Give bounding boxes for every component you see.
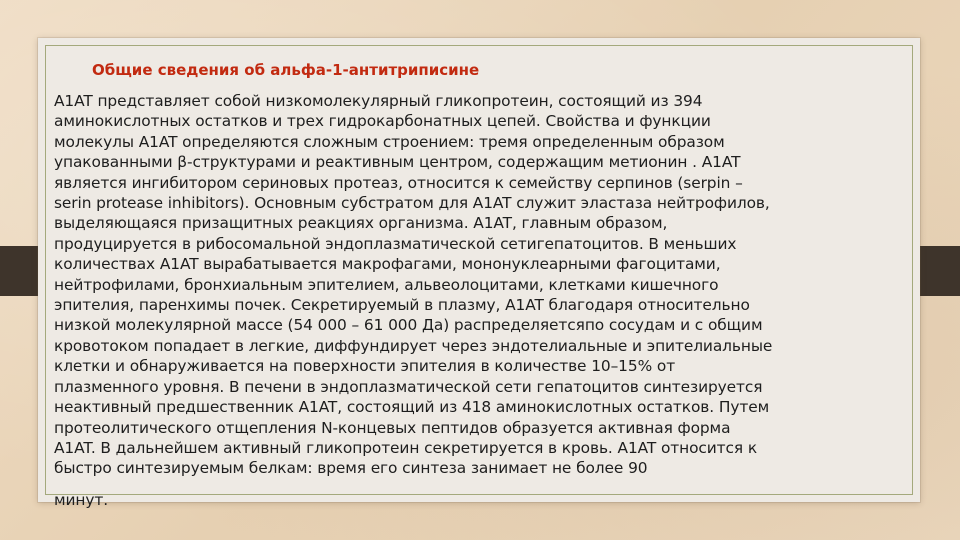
body-line: низкой молекулярной массе (54 000 – 61 000 Да) распределяетсяпо сосудам и с общим [54, 316, 763, 335]
body-line: выделяющаяся призащитных реакциях организма. A1AT, главным образом, [54, 214, 668, 233]
body-line: быстро синтезируемым белкам: время его синтеза занимает не более 90 [54, 459, 648, 478]
body-line: A1AT. В дальнейшем активный гликопротеин секретируется в кровь. A1AT относится к [54, 438, 758, 457]
body-line: продуцируется в рибосомальной эндоплазматической сетигепатоцитов. В меньших [54, 234, 737, 253]
slide-body-text [54, 91, 924, 510]
body-line: молекулы A1AT определяются сложным строением: тремя определенным образом [54, 132, 725, 151]
body-line: кровотоком попадает в легкие, диффундирует через эндотелиальные и эпителиальные [54, 336, 773, 355]
body-line: упакованными β-структурами и реактивным центром, содержащим метионин . A1AT [54, 153, 741, 172]
body-last-line: минут. [54, 490, 109, 509]
paragraph-gap [54, 479, 924, 490]
body-line: эпителия, паренхимы почек. Секретируемый в плазму, A1AT благодаря относительно [54, 296, 750, 315]
body-line: нейтрофилами, бронхиальным эпителием, альвеолоцитами, клетками кишечного [54, 275, 719, 294]
body-line: неактивный предшественник A1AT, состоящий из 418 аминокислотных остатков. Путем [54, 398, 770, 417]
body-line: количествах A1AT вырабатывается макрофагами, мононуклеарными фагоцитами, [54, 255, 721, 274]
body-line: A1AT представляет собой низкомолекулярный гликопротеин, состоящий из 394 [54, 92, 703, 110]
body-line: клетки и обнаруживается на поверхности эпителия в количестве 10–15% от [54, 357, 676, 376]
body-line: serin protease inhibitors). Основным субстратом для A1AT служит эластаза нейтрофилов, [54, 194, 770, 213]
body-line: протеолитического отщепления N-концевых пептидов образуется активная форма [54, 418, 731, 437]
slide-title: Общие сведения об альфа-1-антитриписине [92, 61, 480, 79]
body-line: является ингибитором сериновых протеаз, относится к семейству серпинов (serpin – [54, 173, 743, 192]
body-line: аминокислотных остатков и трех гидрокарбонатных цепей. Свойства и функции [54, 112, 711, 131]
body-line: плазменного уровня. В печени в эндоплазматической сети гепатоцитов синтезируется [54, 377, 763, 396]
